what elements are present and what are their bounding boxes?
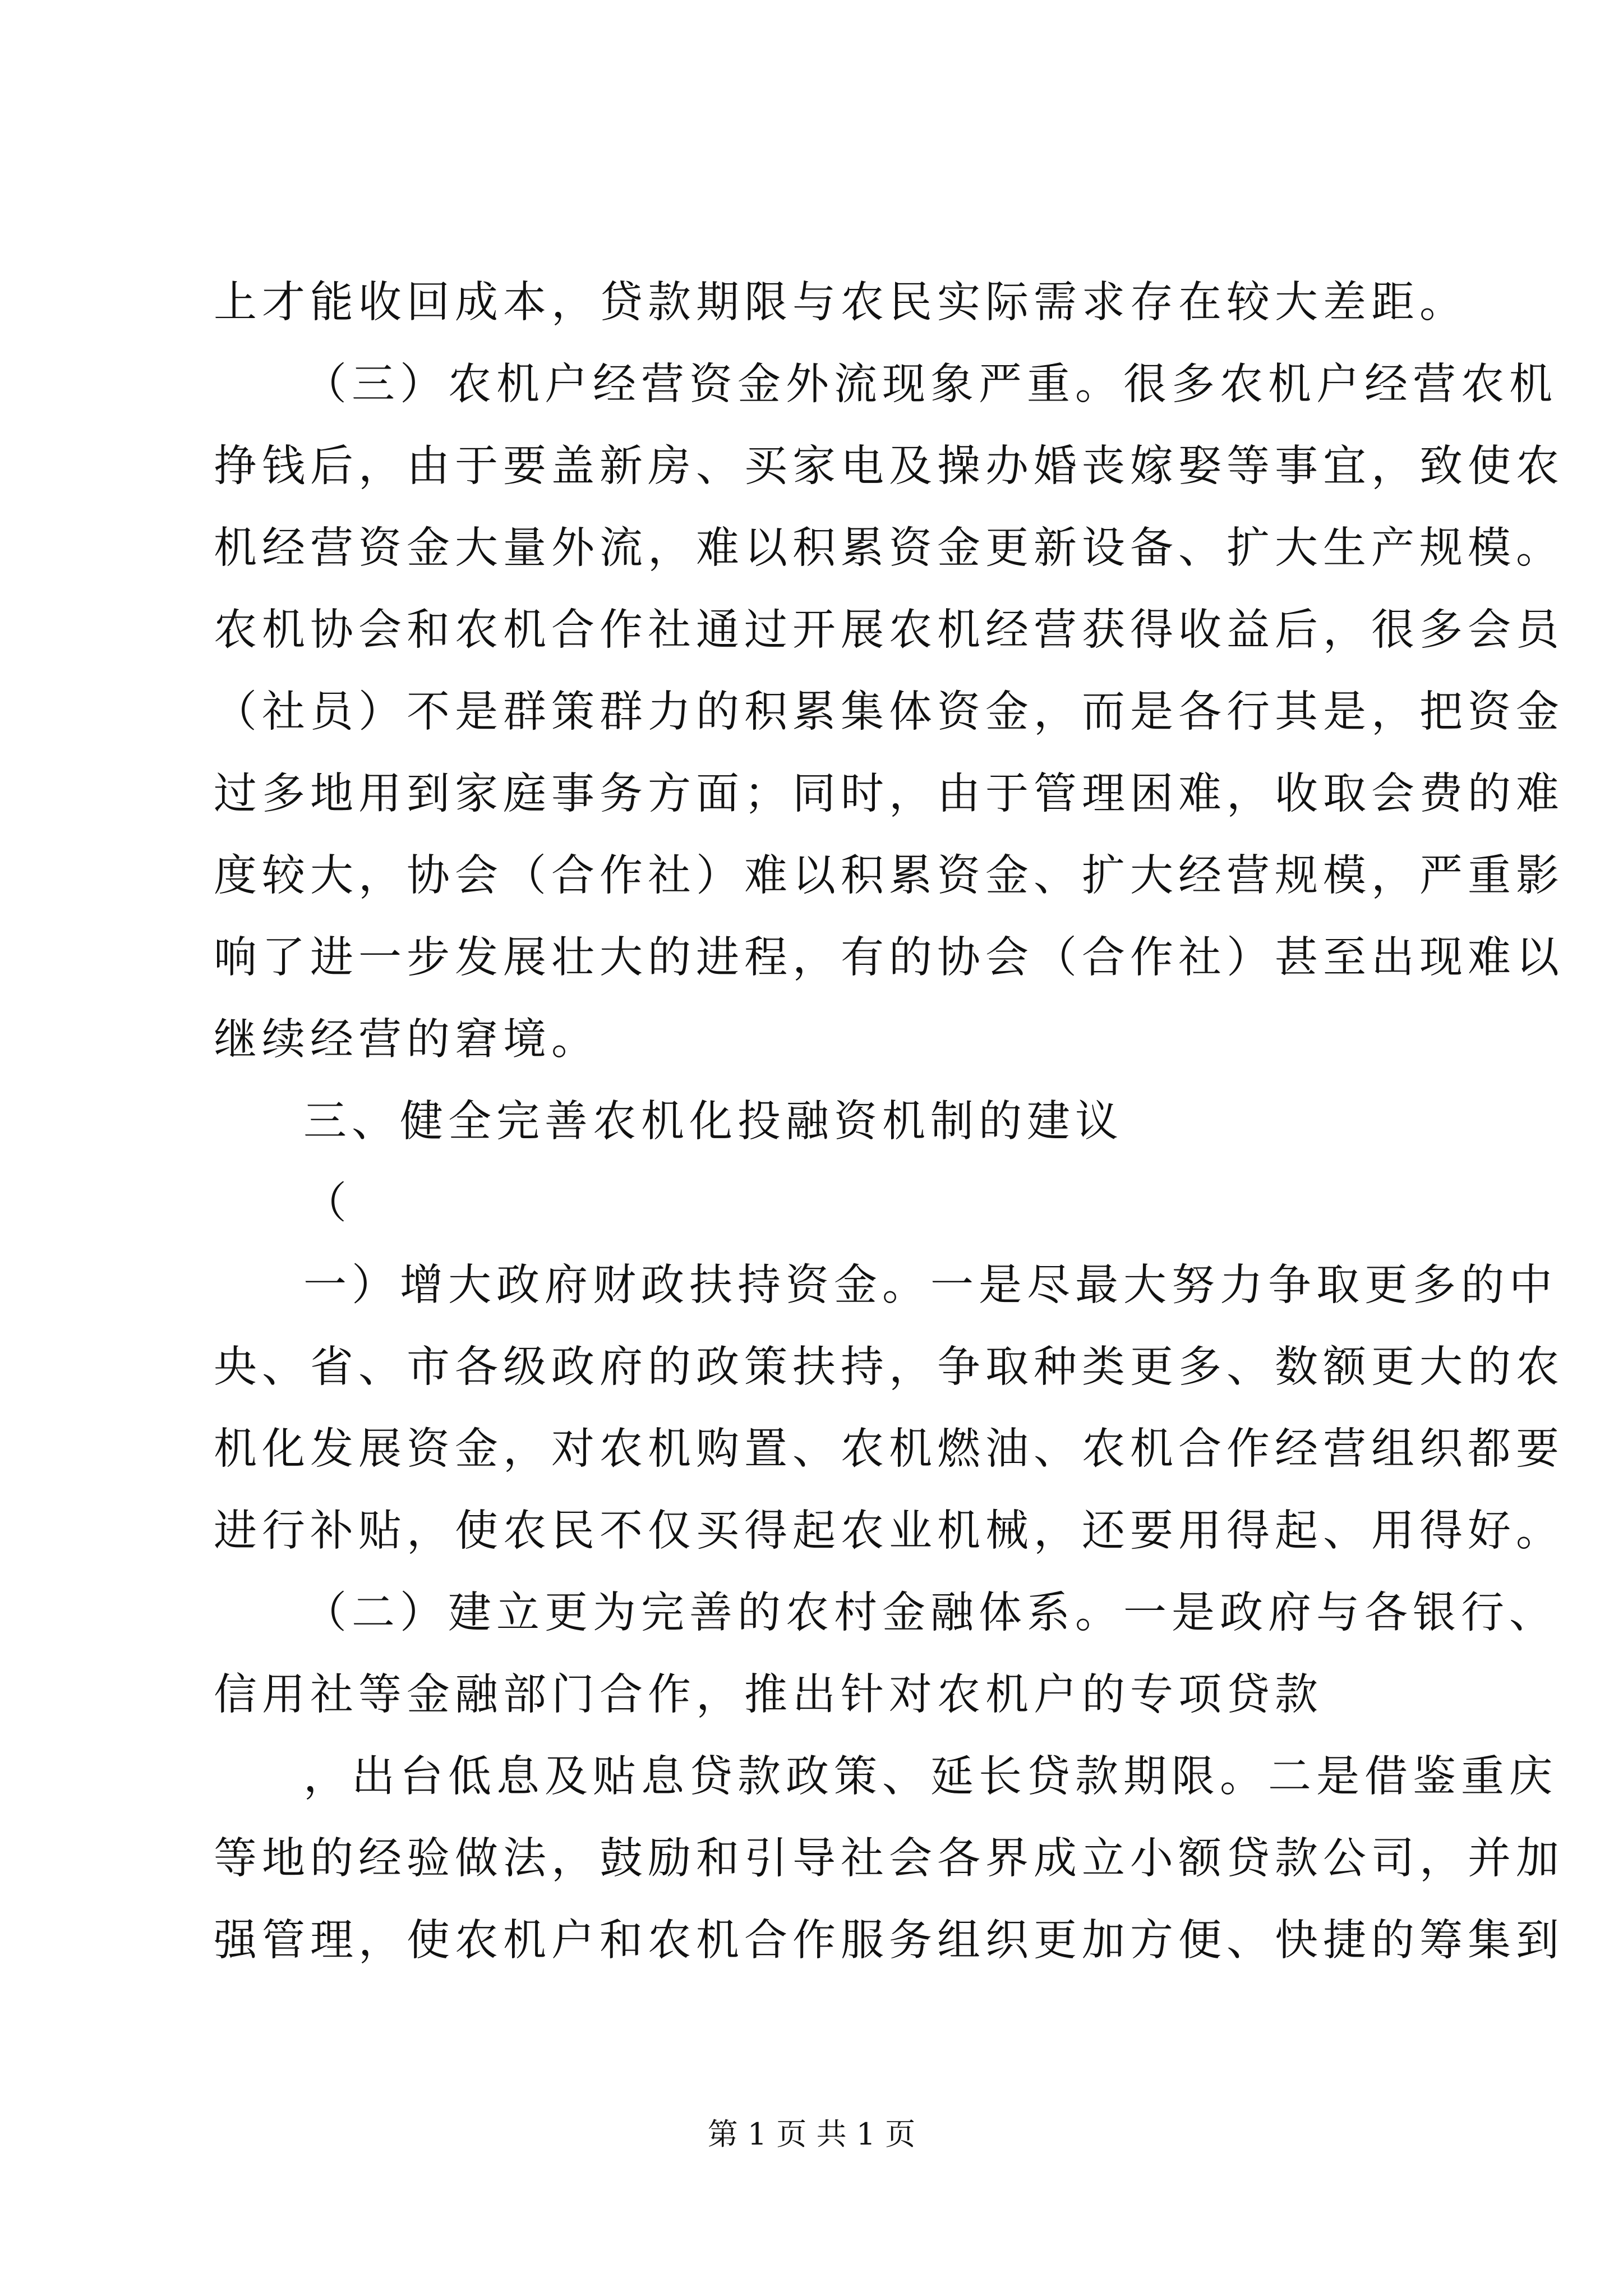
- text-line-10: 继续经营的窘境。: [214, 1015, 600, 1065]
- text-line-19: ，出台低息及贴息贷款政策、延长贷款期限。二是借鉴重庆: [303, 1752, 1557, 1802]
- text-line-20: 等地的经验做法，鼓励和引导社会各界成立小额贷款公司，并加: [214, 1834, 1564, 1884]
- text-line-17: （二）建立更为完善的农村金融体系。一是政府与各银行、: [303, 1588, 1557, 1638]
- text-line-3: 挣钱后，由于要盖新房、买家电及操办婚丧嫁娶等事宜，致使农: [214, 441, 1564, 491]
- text-line-9: 响了进一步发展壮大的进程，有的协会（合作社）甚至出现难以: [214, 933, 1564, 983]
- text-line-15: 机化发展资金，对农机购置、农机燃油、农机合作经营组织都要: [214, 1424, 1564, 1474]
- section-heading: 三、健全完善农机化投融资机制的建议: [303, 1097, 1123, 1147]
- text-line-4: 机经营资金大量外流，难以积累资金更新设备、扩大生产规模。: [214, 523, 1564, 573]
- text-line-8: 度较大，协会（合作社）难以积累资金、扩大经营规模，严重影: [214, 851, 1564, 901]
- text-line-14: 央、省、市各级政府的政策扶持，争取种类更多、数额更大的农: [214, 1342, 1564, 1392]
- text-line-7: 过多地用到家庭事务方面；同时，由于管理困难，收取会费的难: [214, 769, 1564, 819]
- text-line-18: 信用社等金融部门合作，推出针对农机户的专项贷款: [214, 1670, 1323, 1720]
- page-number-footer: 第 1 页 共 1 页: [707, 2116, 916, 2152]
- text-line-13: 一）增大政府财政扶持资金。一是尽最大努力争取更多的中: [303, 1260, 1557, 1310]
- text-line-12: （: [303, 1179, 352, 1228]
- text-line-1: 上才能收回成本，贷款期限与农民实际需求存在较大差距。: [214, 278, 1468, 328]
- text-line-6: （社员）不是群策群力的积累集体资金，而是各行其是，把资金: [214, 687, 1564, 737]
- text-line-21: 强管理，使农机户和农机合作服务组织更加方便、快捷的筹集到: [214, 1916, 1564, 1966]
- text-line-2: （三）农机户经营资金外流现象严重。很多农机户经营农机: [303, 360, 1557, 409]
- text-line-5: 农机协会和农机合作社通过开展农机经营获得收益后，很多会员: [214, 605, 1564, 655]
- text-line-16: 进行补贴，使农民不仅买得起农业机械，还要用得起、用得好。: [214, 1506, 1564, 1556]
